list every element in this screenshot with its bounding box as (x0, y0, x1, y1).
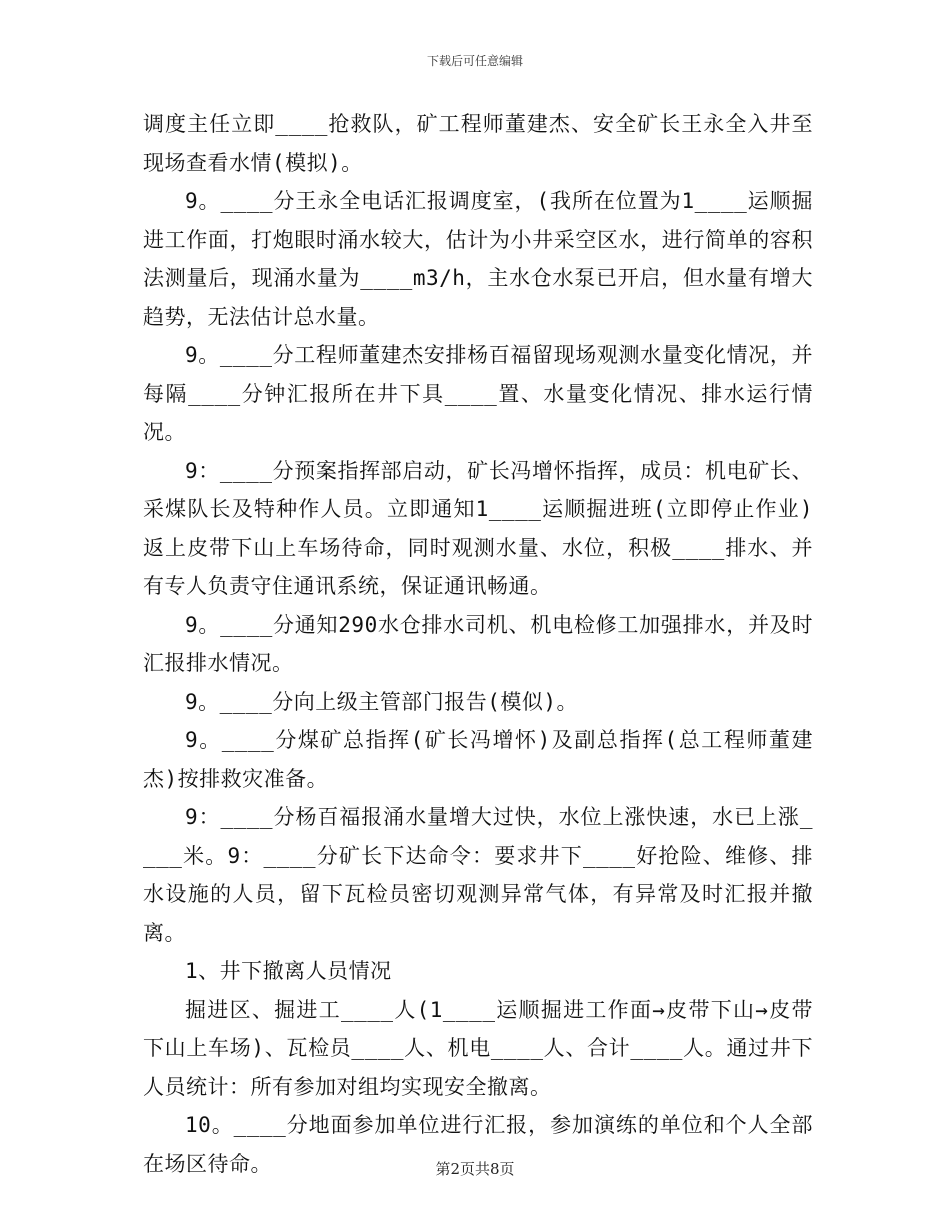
paragraph-7: 9。____分煤矿总指挥(矿长冯增怀)及副总指挥(总工程师董建杰)按排救灾准备。 (143, 728, 813, 791)
page-header: 下载后可任意编辑 (426, 54, 523, 68)
paragraph-6: 9。____分向上级主管部门报告(模似)。 (185, 689, 579, 714)
document-body (143, 105, 813, 1183)
page-number: 第2页共8页 (435, 1160, 515, 1178)
paragraph-10: 10。____分地面参加单位进行汇报，参加演练的单位和个人全部在场区待命。 (143, 1113, 813, 1176)
paragraph-4: 9：____分预案指挥部启动，矿长冯增怀指挥，成员：机电矿长、采煤队长及特种作人员。立即通知1____运顺掘进班(立即停止作业)返上皮带下山上车场待命，同时观测水量、水位，积极____排水、并有专人负责守住通讯系统，保证通讯畅通。 (143, 458, 813, 598)
paragraph-8: 9：____分杨百福报涌水量增大过快，水位上涨快速，水已上涨____米。9：____分矿长下达命令：要求井下____好抢险、维修、排水设施的人员，留下瓦检员密切观测异常气体，有异常及时汇报并撤离。 (143, 805, 813, 945)
paragraph-3: 9。____分工程师董建杰安排杨百福留现场观测水量变化情况，并每隔____分钟汇报所在井下具____置、水量变化情况、排水运行情况。 (143, 343, 813, 444)
paragraph-5: 9。____分通知290水仓排水司机、机电检修工加强排水，并及时汇报排水情况。 (143, 612, 813, 675)
paragraph-1: 调度主任立即____抢救队，矿工程师董建杰、安全矿长王永全入井至现场查看水情(模拟)。 (143, 112, 813, 175)
section-heading: 1、井下撤离人员情况 (185, 959, 392, 983)
paragraph-9: 掘进区、掘进工____人(1____运顺掘进工作面→皮带下山→皮带下山上车场)、瓦检员____人、机电____人、合计____人。通过井下人员统计：所有参加对组均实现安全撤离。 (143, 997, 813, 1099)
paragraph-2: 9。____分王永全电话汇报调度室，(我所在位置为1____运顺掘进工作面，打炮眼时涌水较大，估计为小井采空区水，进行简单的容积法测量后，现涌水量为____m3/h，主水仓水泵已开启，但水量有增大趋势，无法估计总水量。 (143, 189, 813, 329)
